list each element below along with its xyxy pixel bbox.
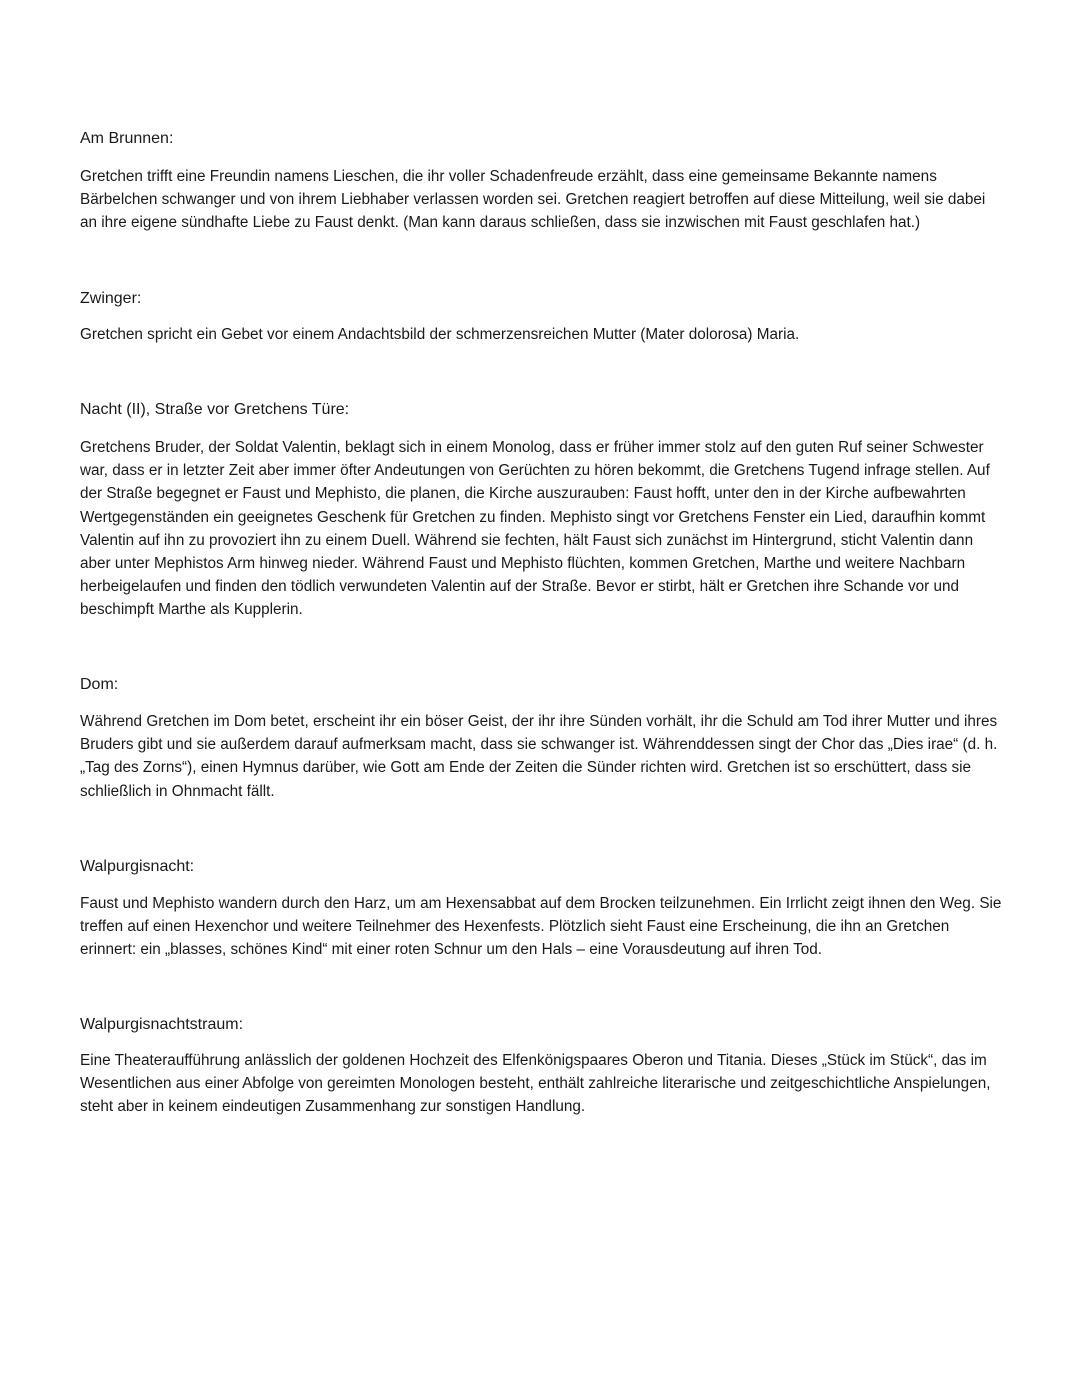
section-paragraph: Während Gretchen im Dom betet, erscheint ihr ein böser Geist, der ihr ihre Sünden vorhält, ihr die Schuld am Tod ihrer Mutter und ihres Bruders gibt und sie außerdem darauf aufmerksam macht, dass sie schwanger ist. Währenddessen singt der Chor das „Dies irae“ (d. h. „Tag des Zorns“), einen Hymnus darüber, wie Gott am Ende der Zeiten die Sünder richten wird. Gretchen ist so erschüttert, dass sie schließlich in Ohnmacht fällt. — [80, 713, 998, 800]
section-dom — [80, 673, 1005, 800]
section-heading: Walpurgisnachtstraum: — [80, 1016, 244, 1033]
section-walpurgisnachtstraum — [80, 1013, 1005, 1116]
section-heading: Am Brunnen: — [80, 130, 174, 147]
section-walpurgisnacht — [80, 855, 1005, 959]
section-paragraph: Gretchen trifft eine Freundin namens Lieschen, die ihr voller Schadenfreude erzählt, dass eine gemeinsame Bekannte namens Bärbelchen schwanger und von ihrem Liebhaber verlassen worden sei. Gretchen reagiert betroffen auf diese Mitteilung, weil sie dabei an ihre eigene sündhafte Liebe zu Faust denkt. (Man kann daraus schließen, dass sie inzwischen mit Faust geschlafen hat.) — [80, 168, 986, 232]
section-heading: Nacht (II), Straße vor Gretchens Türe: — [80, 401, 350, 418]
section-paragraph: Gretchens Bruder, der Soldat Valentin, beklagt sich in einem Monolog, dass er früher immer stolz auf den guten Ruf seiner Schwester war, dass er in letzter Zeit aber immer öfter Andeutungen von Gerüchten zu hören bekommt, die Gretchens Tugend infrage stellen. Auf der Straße begegnet er Faust und Mephisto, die planen, die Kirche auszurauben: Faust hofft, unter den in der Kirche aufbewahrten Wertgegenständen ein geeignetes Geschenk für Gretchen zu finden. Mephisto singt vor Gretchens Fenster ein Lied, daraufhin kommt Valentin auf ihn zu provoziert ihn zu einem Duell. Während sie fechten, hält Faust sich zunächst im Hintergrund, sticht Valentin dann aber unter Mephistos Arm hinweg nieder. Während Faust und Mephisto flüchten, kommen Gretchen, Marthe und weitere Nachbarn herbeigelaufen und finden den tödlich verwundeten Valentin auf der Straße. Bevor er stirbt, hält er Gretchen ihre Schande vor und beschimpft Marthe als Kupplerin. — [80, 439, 990, 619]
section-am-brunnen — [80, 127, 1005, 232]
section-paragraph: Gretchen spricht ein Gebet vor einem Andachtsbild der schmerzensreichen Mutter (Mater dolorosa) Maria. — [80, 326, 800, 343]
section-nacht-strasse — [80, 398, 1005, 619]
section-paragraph: Faust und Mephisto wandern durch den Harz, um am Hexensabbat auf dem Brocken teilzunehmen. Ein Irrlicht zeigt ihnen den Weg. Sie treffen auf einen Hexenchor und weitere Teilnehmer des Hexenfests. Plötzlich sieht Faust eine Erscheinung, die ihn an Gretchen erinnert: ein „blasses, schönes Kind“ mit einer roten Schnur um den Hals – eine Vorausdeutung auf ihren Tod. — [80, 895, 1002, 959]
section-heading: Dom: — [80, 676, 119, 693]
section-heading: Zwinger: — [80, 290, 142, 307]
section-heading: Walpurgisnacht: — [80, 858, 195, 875]
section-zwinger — [80, 287, 1005, 343]
section-paragraph: Eine Theateraufführung anlässlich der goldenen Hochzeit des Elfenkönigspaares Oberon und Titania. Dieses „Stück im Stück“, das im Wesentlichen aus einer Abfolge von gereimten Monologen besteht, enthält zahlreiche literarische und zeitgeschichtliche Anspielungen, steht aber in keinem eindeutigen Zusammenhang zur sonstigen Handlung. — [80, 1052, 991, 1116]
